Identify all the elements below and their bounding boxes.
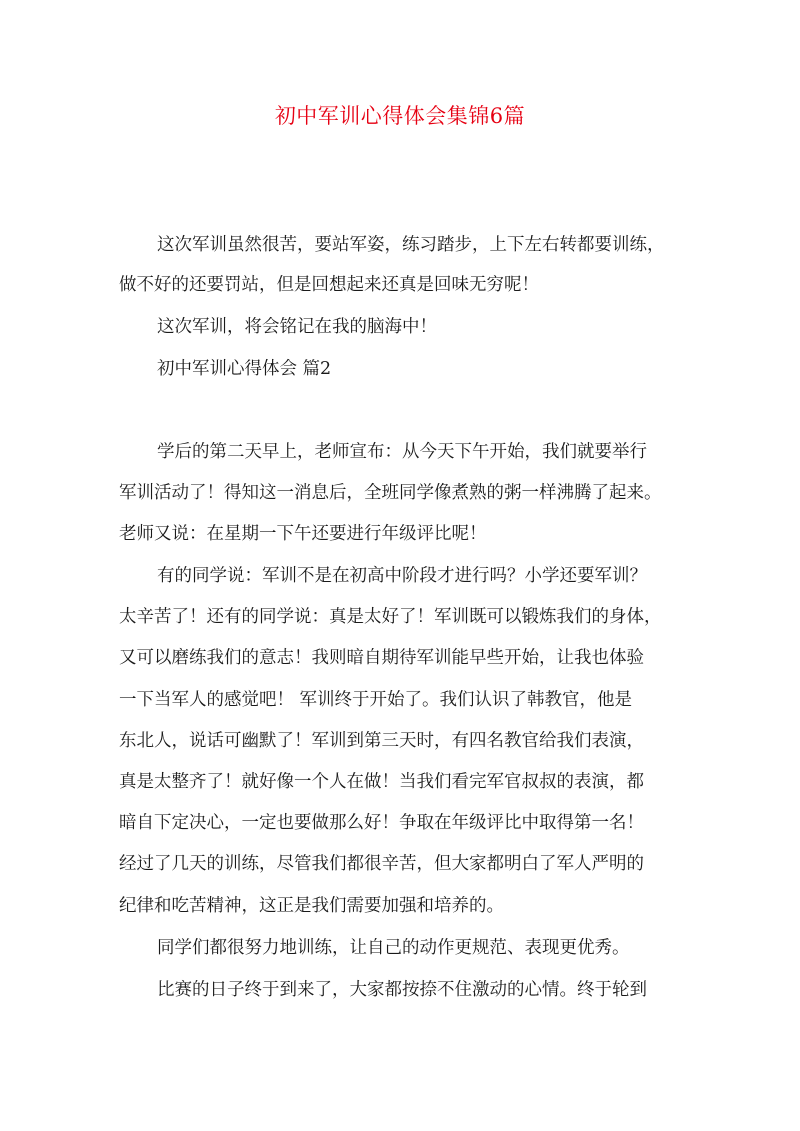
- paragraph-line: 军训活动了！得知这一消息后，全班同学像煮熟的粥一样沸腾了起来。: [119, 483, 662, 503]
- section-heading: 初中军训心得体会 篇2: [157, 359, 332, 379]
- paragraph-line: 暗自下定决心，一定也要做那么好！争取在年级评比中取得第一名！: [119, 813, 644, 833]
- paragraph-line: 这次军训虽然很苦，要站军姿，练习踏步，上下左右转都要训练，: [157, 235, 665, 255]
- paragraph-line: 老师又说：在星期一下午还要进行年级评比呢！: [119, 524, 487, 544]
- paragraph-line: 纪律和吃苦精神，这正是我们需要加强和培养的。: [119, 896, 504, 916]
- paragraph-line: 真是太整齐了！就好像一个人在做！当我们看完军官叔叔的表演，都: [119, 772, 644, 792]
- paragraph-line: 同学们都很努力地训练，让自己的动作更规范、表现更优秀。: [157, 938, 630, 958]
- paragraph-line: 一下当军人的感觉吧！ 军训终于开始了。我们认识了韩教官，他是: [119, 690, 633, 710]
- paragraph-line: 太辛苦了！还有的同学说：真是太好了！军训既可以锻炼我们的身体，: [119, 607, 662, 627]
- paragraph-line: 比赛的日子终于到来了，大家都按捺不住激动的心情。终于轮到: [157, 980, 647, 1000]
- paragraph-line: 经过了几天的训练，尽管我们都很辛苦，但大家都明白了军人严明的: [119, 854, 644, 874]
- document-title: 初中军训心得体会集锦6篇: [274, 104, 526, 128]
- paragraph-line: 学后的第二天早上，老师宣布：从今天下午开始，我们就要举行: [157, 442, 647, 462]
- paragraph-line: 这次军训，将会铭记在我的脑海中！: [157, 317, 437, 337]
- paragraph-line: 东北人，说话可幽默了！军训到第三天时，有四名教官给我们表演，: [119, 731, 644, 751]
- paragraph-line: 又可以磨练我们的意志！我则暗自期待军训能早些开始，让我也体验: [119, 648, 644, 668]
- paragraph-line: 做不好的还要罚站，但是回想起来还真是回味无穷呢！: [119, 275, 539, 295]
- paragraph-line: 有的同学说：军训不是在初高中阶段才进行吗？小学还要军训？: [157, 566, 647, 586]
